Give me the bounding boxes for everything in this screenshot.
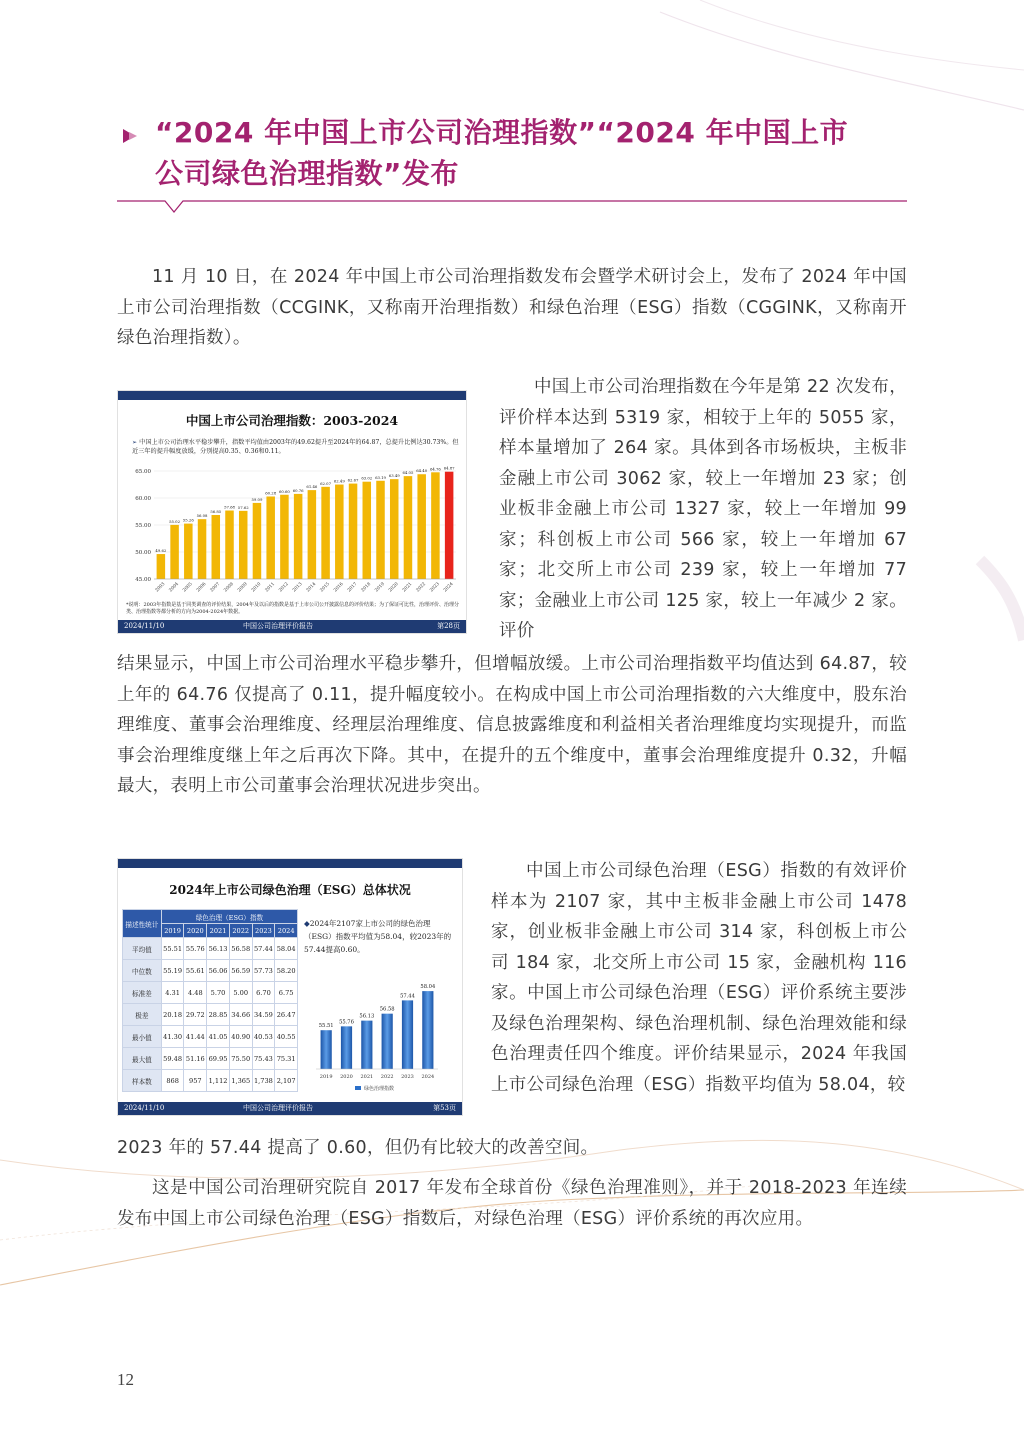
paragraph-governance: 中国上市公司治理指数在今年是第 22 次发布，评价样本达到 5319 家，相较于上年的 5055 家，样本量增加了 264 家。具体到各市场板块，主板非金融上市公司 3062 家，较上一年增加 23 家；创业板非金融上市公司 1327 家，较上一年增加 99 家；科创板上市公司 566 家，较上一年增加 67 家；北交所上市公司 239 家，较上一年增加 77 家；金融业上市公司 125 家，较上一年减少 2 家。评价 [499,377,907,641]
title-line-1: “2024 年中国上市公司治理指数”“2024 年中国上市 [155,116,849,149]
x-tick-label: 2019 [374,581,386,594]
paragraph-esg-continued: 2023 年的 57.44 提高了 0.60，但仍有比较大的改善空间。 [117,1138,599,1158]
x-tick-label: 2020 [340,1074,353,1080]
bar [361,1021,372,1069]
table-row-label: 最小值 [123,1026,162,1048]
table-cell: 957 [184,1070,207,1092]
bar [266,496,275,579]
data-label: 56.13 [359,1013,375,1020]
slide-footer [118,620,466,633]
slide-footer [118,1102,462,1115]
data-label: 61.46 [306,484,318,490]
footer-page: 第53页 [433,1104,456,1112]
bar [335,485,344,579]
table-year-header: 2023 [252,924,275,938]
data-label: 55.51 [318,1023,334,1030]
footer-source: 中国公司治理评价报告 [243,1104,313,1112]
table-cell: 55.61 [184,960,207,982]
page-title [155,112,925,194]
bar [431,472,440,579]
table-cell: 41.30 [161,1026,184,1048]
x-tick-label: 2022 [380,1074,394,1080]
x-tick-label: 2012 [278,581,290,594]
bar [184,524,193,579]
table-cell: 1,365 [229,1070,252,1092]
bullet-arrow-icon: ➢ [132,439,140,446]
bar [157,554,166,579]
bar [404,476,413,579]
table-cell: 55.51 [161,938,184,960]
table-cell: 75.50 [229,1048,252,1070]
x-tick-label: 2017 [346,581,359,594]
data-label: 63.19 [375,474,386,480]
bar [321,487,330,579]
table-cell: 69.95 [207,1048,230,1070]
bar [321,1030,332,1069]
bar [280,495,289,579]
x-tick-label: 2014 [305,581,318,594]
table-cell: 34.66 [229,1004,252,1026]
table-row-label: 样本数 [123,1070,162,1092]
bar [253,503,262,579]
table-cell: 26.47 [275,1004,298,1026]
y-tick-label: 60.00 [135,496,151,502]
table-row-label: 最大值 [123,1048,162,1070]
bullet-diamond-icon: ◆ [304,919,310,928]
table-cell: 5.00 [229,982,252,1004]
slide-esg-overview [117,858,463,1116]
bar [390,479,399,579]
table-cell: 56.58 [229,938,252,960]
bar [349,484,358,579]
table-cell: 40.90 [229,1026,252,1048]
footer-page: 第28页 [437,622,460,630]
table-cell: 4.31 [161,982,184,1004]
table-cell: 56.13 [207,938,230,960]
x-tick-label: 2020 [388,581,400,594]
x-tick-label: 2022 [415,581,428,594]
table-cell: 41.44 [184,1026,207,1048]
bar [382,1014,393,1069]
x-tick-label: 2004 [168,581,180,594]
title-arrow-icon [121,126,141,146]
bar [341,1026,352,1069]
bar [170,525,179,579]
data-label: 60.28 [265,490,277,496]
page-number: 12 [117,1370,134,1389]
slide-title: 中国上市公司治理指数：2003-2024 [185,413,399,428]
slide-title: 2024年上市公司绿色治理（ESG）总体状况 [169,883,411,897]
table-group-header: 绿色治理（ESG）指数 [161,910,297,924]
bar [417,474,426,579]
table-cell: 4.48 [184,982,207,1004]
legend-swatch [355,1086,361,1090]
bar [198,519,207,579]
table-cell: 59.48 [161,1048,184,1070]
data-label: 55.76 [339,1019,354,1026]
table-cell: 55.76 [184,938,207,960]
data-label: 49.62 [155,548,167,554]
bar [212,515,221,579]
data-label: 63.49 [388,473,400,479]
paragraph-governance-continued: 结果显示，中国上市公司治理水平稳步攀升，但增幅放缓。上市公司治理指数平均值达到 64.87，较上年的 64.76 仅提高了 0.11，提升幅度较小。在构成中国上市公司治理指数的六大维度中，股东治理维度、董事会治理维度、经理层治理维度、信息披露维度和利益相关者治理维度均实现提升，而监事会治理维度继上年之后再次下降。其中，在提升的五个维度中，董事会治理维度提升 0.32，升幅最大，表明上市公司董事会治理状况进步突出。 [117,654,907,796]
data-label: 55.02 [169,518,181,524]
table-cell: 28.85 [207,1004,230,1026]
x-tick-label: 2010 [250,581,263,594]
bar [376,481,385,579]
slide-bullet: ◆2024年2107家上市公司的绿色治理（ESG）指数平均值为58.04，较2023年的57.44提高0.60。 [304,919,452,954]
table-cell: 41.05 [207,1026,230,1048]
footer-source: 中国公司治理评价报告 [243,622,313,630]
data-label: 56.08 [196,513,208,519]
data-label: 63.02 [361,475,373,481]
bar [363,482,372,579]
data-label: 64.05 [402,470,414,476]
table-cell: 6.75 [275,982,298,1004]
x-tick-label: 2021 [401,581,414,594]
slide-bullet: ➢ 中国上市公司治理水平稳步攀升，指数平均值由2003年的49.62提升至2024年的64.87，总提升比例达30.73%。但近三年的提升幅度放缓，分别提高0.35、0.36和0.11。 [132,439,459,455]
table-year-header: 2021 [207,924,230,938]
data-label: 56.85 [210,509,222,515]
bar [308,490,317,579]
table-cell: 34.59 [252,1004,275,1026]
table-year-header: 2022 [229,924,252,938]
table-cell: 55.19 [161,960,184,982]
table-row-label: 极差 [123,1004,162,1026]
table-cell: 868 [161,1070,184,1092]
bar [239,511,248,579]
esg-bar-chart [118,859,463,1116]
x-tick-label: 2015 [319,581,331,594]
data-label: 57.62 [237,504,249,510]
table-year-header: 2019 [161,924,184,938]
data-label: 60.60 [278,488,290,494]
table-cell: 75.43 [252,1048,275,1070]
y-tick-label: 50.00 [135,550,151,556]
table-cell: 1,738 [252,1070,275,1092]
y-tick-label: 65.00 [135,469,151,475]
table-cell: 40.53 [252,1026,275,1048]
x-tick-label: 2024 [443,581,455,594]
table-row-label: 平均值 [123,938,162,960]
data-label: 64.76 [429,466,441,472]
x-tick-label: 2024 [421,1074,435,1080]
bar [225,511,234,579]
table-cell: 56.59 [229,960,252,982]
table-year-header: 2024 [275,924,298,938]
x-tick-label: 2009 [237,581,249,594]
data-label: 62.49 [333,478,345,484]
data-label: 59.09 [251,496,263,502]
x-tick-label: 2021 [360,1074,374,1080]
table-row-label: 中位数 [123,960,162,982]
bar [445,472,454,579]
table-cell: 2,107 [275,1070,298,1092]
x-tick-label: 2016 [333,581,345,594]
data-label: 57.44 [400,993,415,1000]
data-label: 62.67 [347,477,359,483]
table-cell: 58.20 [275,960,298,982]
governance-bar-chart [118,391,467,634]
data-label: 55.26 [182,517,194,523]
data-label: 64.87 [443,465,455,471]
table-corner: 描述性统计 [123,910,162,938]
x-tick-label: 2023 [401,1074,414,1080]
footer-date: 2024/11/10 [124,622,165,630]
x-tick-label: 2013 [292,581,304,594]
data-label: 56.58 [379,1006,395,1013]
x-tick-label: 2019 [319,1074,333,1080]
table-cell: 51.16 [184,1048,207,1070]
x-tick-label: 2023 [429,581,441,594]
footer-date: 2024/11/10 [124,1104,165,1112]
table-cell: 5.70 [207,982,230,1004]
table-cell: 57.44 [252,938,275,960]
bar [294,494,303,579]
x-tick-label: 2007 [209,581,222,594]
table-cell: 6.70 [252,982,275,1004]
table-cell: 75.31 [275,1048,298,1070]
title-divider [117,198,907,220]
table-cell: 29.72 [184,1004,207,1026]
slide-footnote: *说明：2003年指数是基于同类调查的评价结果，2004年及以后的指数是基于上市公司公开披露信息的评价结果；为了保证可比性，治理评价、治理分类、治理指数等都分析的方向为2004-2024年数据。 [126,602,459,615]
x-tick-label: 2003 [154,581,167,594]
paragraph-esg: 中国上市公司绿色治理（ESG）指数的有效评价样本为 2107 家，其中主板非金融上市公司 1478 家，创业板非金融上市公司 314 家，科创板上市公司 184 家，北交所上市公司 15 家，金融机构 116 家。中国上市公司绿色治理（ESG）评价系统主要涉及绿色治理架构、绿色治理机制、绿色治理效能和绿色治理责任四个维度。评价结果显示，2024 年我国上市公司绿色治理（ESG）指数平均值为 58.04，较 [491,861,907,1095]
table-row-label: 标准差 [123,982,162,1004]
bar [422,991,433,1069]
table-cell: 57.73 [252,960,275,982]
legend-label: 绿色治理指数 [364,1086,395,1092]
title-line-2: 公司绿色治理指数”发布 [155,157,459,190]
data-label: 58.04 [420,984,436,991]
x-tick-label: 2005 [182,581,194,594]
data-label: 60.76 [292,487,304,493]
x-tick-label: 2008 [223,581,235,594]
table-cell: 58.04 [275,938,298,960]
table-cell: 1,112 [207,1070,230,1092]
slide-governance-index [117,390,467,634]
x-tick-label: 2011 [264,581,277,594]
paragraph-closing: 这是中国公司治理研究院自 2017 年发布全球首份《绿色治理准则》，并于 2018-2023 年连续发布中国上市公司绿色治理（ESG）指数后，对绿色治理（ESG）评价系统的再次应用。 [117,1178,907,1229]
bar [402,1000,413,1069]
x-tick-label: 2006 [195,581,208,594]
y-tick-label: 45.00 [135,577,151,583]
table-cell: 56.06 [207,960,230,982]
paragraph-intro: 11 月 10 日，在 2024 年中国上市公司治理指数发布会暨学术研讨会上，发布了 2024 年中国上市公司治理指数（CCGINK，又称南开治理指数）和绿色治理（ESG）指数（CGGINK，又称南开绿色治理指数）。 [117,267,907,348]
x-tick-label: 2018 [360,581,373,594]
data-label: 57.68 [224,504,235,510]
y-tick-label: 55.00 [135,523,151,529]
table-cell: 40.55 [275,1026,298,1048]
table-cell: 20.18 [161,1004,184,1026]
data-label: 64.40 [416,468,428,474]
table-year-header: 2020 [184,924,207,938]
data-label: 62.07 [320,480,332,486]
